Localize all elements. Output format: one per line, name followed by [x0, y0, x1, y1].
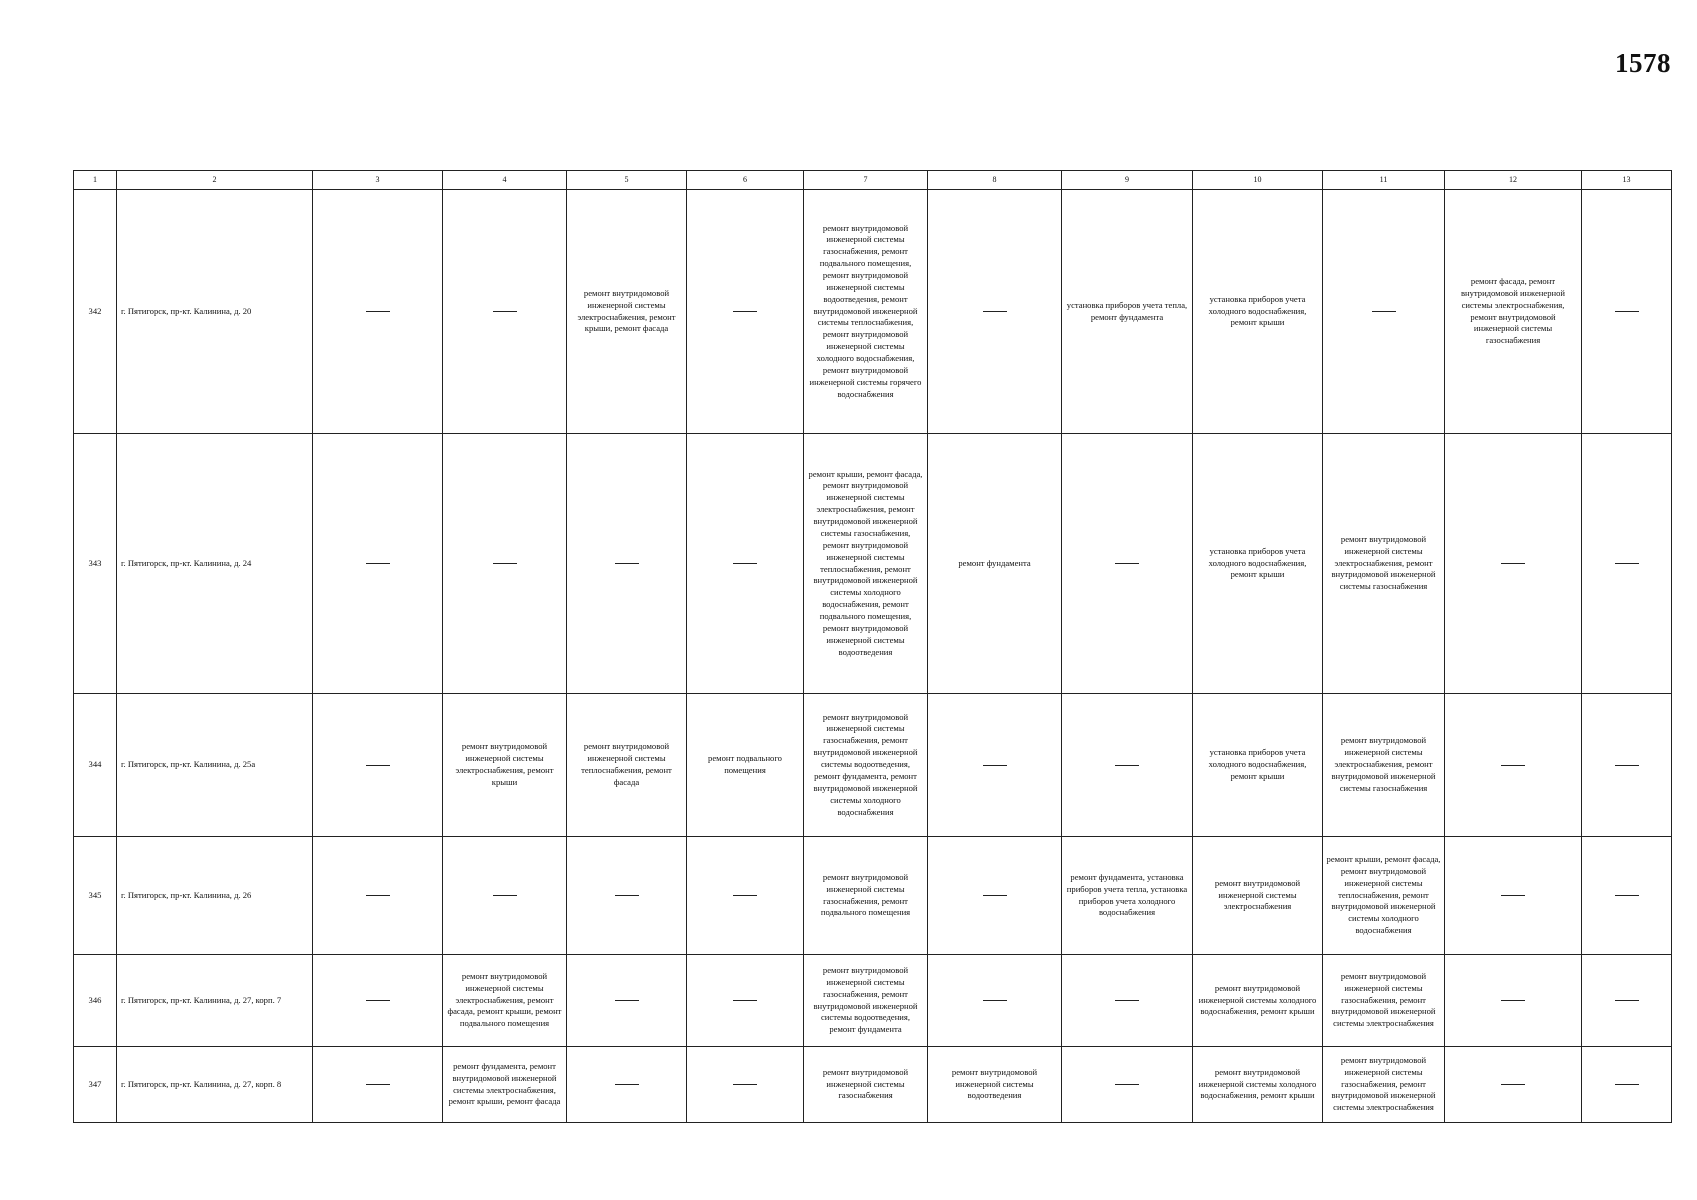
empty-cell	[1062, 1047, 1193, 1123]
dash-mark	[1501, 563, 1525, 564]
empty-cell	[313, 694, 443, 837]
empty-cell	[687, 434, 804, 694]
dash-mark	[1501, 765, 1525, 766]
empty-cell	[443, 190, 567, 434]
work-cell: установка приборов учета холодного водоснабжения, ремонт крыши	[1193, 190, 1323, 434]
row-number: 344	[74, 694, 117, 837]
row-number: 342	[74, 190, 117, 434]
work-cell: ремонт внутридомовой инженерной системы электроснабжения, ремонт внутридомовой инженерной системы газоснабжения	[1323, 694, 1445, 837]
dash-mark	[366, 311, 390, 312]
address-cell: г. Пятигорск, пр-кт. Калинина, д. 24	[117, 434, 313, 694]
header-row	[74, 171, 1672, 190]
dash-mark	[1501, 1084, 1525, 1085]
row-number: 343	[74, 434, 117, 694]
dash-mark	[983, 765, 1007, 766]
work-cell: ремонт крыши, ремонт фасада, ремонт внутридомовой инженерной системы электроснабжения, ремонт внутридомовой инженерной системы газоснабжения, ремонт внутридомовой инженерной системы теплоснабжения, ремонт внутридомовой инженерной системы холодного водоснабжения, ремонт подвального помещения, ремонт внутридомовой инженерной системы водоотведения	[804, 434, 928, 694]
row-number: 346	[74, 955, 117, 1047]
empty-cell	[443, 837, 567, 955]
work-cell: ремонт фасада, ремонт внутридомовой инженерной системы электроснабжения, ремонт внутридомовой инженерной системы газоснабжения	[1445, 190, 1582, 434]
empty-cell	[687, 837, 804, 955]
work-cell: ремонт внутридомовой инженерной системы газоснабжения, ремонт подвального помещения	[804, 837, 928, 955]
dash-mark	[983, 1000, 1007, 1001]
work-cell: ремонт внутридомовой инженерной системы электроснабжения	[1193, 837, 1323, 955]
address-cell: г. Пятигорск, пр-кт. Калинина, д. 27, корп. 7	[117, 955, 313, 1047]
column-header: 10	[1193, 171, 1323, 190]
empty-cell	[1582, 955, 1672, 1047]
empty-cell	[567, 434, 687, 694]
table-body	[74, 190, 1672, 1123]
empty-cell	[1445, 1047, 1582, 1123]
work-cell: ремонт внутридомовой инженерной системы газоснабжения, ремонт внутридомовой инженерной системы водоотведения, ремонт фундамента	[804, 955, 928, 1047]
row-number: 345	[74, 837, 117, 955]
table-row	[74, 694, 1672, 837]
column-header: 8	[928, 171, 1062, 190]
work-cell: ремонт внутридомовой инженерной системы газоснабжения, ремонт внутридомовой инженерной системы электроснабжения	[1323, 955, 1445, 1047]
column-header: 13	[1582, 171, 1672, 190]
dash-mark	[615, 895, 639, 896]
dash-mark	[1615, 895, 1639, 896]
work-cell: ремонт внутридомовой инженерной системы газоснабжения, ремонт подвального помещения, ремонт внутридомовой инженерной системы водоотведения, ремонт внутридомовой инженерной системы теплоснабжения, ремонт внутридомовой инженерной системы холодного водоснабжения, ремонт внутридомовой инженерной системы горячего водоснабжения	[804, 190, 928, 434]
work-cell: ремонт внутридомовой инженерной системы газоснабжения	[804, 1047, 928, 1123]
column-header: 6	[687, 171, 804, 190]
empty-cell	[1445, 434, 1582, 694]
empty-cell	[1582, 694, 1672, 837]
column-header: 4	[443, 171, 567, 190]
dash-mark	[983, 895, 1007, 896]
empty-cell	[928, 955, 1062, 1047]
dash-mark	[983, 311, 1007, 312]
empty-cell	[1445, 955, 1582, 1047]
page-number: 1578	[1615, 48, 1671, 78]
dash-mark	[1115, 765, 1139, 766]
work-cell: ремонт внутридомовой инженерной системы электроснабжения, ремонт фасада, ремонт крыши, ремонт подвального помещения	[443, 955, 567, 1047]
dash-mark	[366, 1084, 390, 1085]
work-cell: ремонт внутридомовой инженерной системы электроснабжения, ремонт внутридомовой инженерной системы газоснабжения	[1323, 434, 1445, 694]
dash-mark	[733, 895, 757, 896]
dash-mark	[1115, 1084, 1139, 1085]
empty-cell	[1445, 694, 1582, 837]
work-cell: ремонт внутридомовой инженерной системы холодного водоснабжения, ремонт крыши	[1193, 955, 1323, 1047]
empty-cell	[313, 434, 443, 694]
address-cell: г. Пятигорск, пр-кт. Калинина, д. 26	[117, 837, 313, 955]
dash-mark	[615, 1000, 639, 1001]
empty-cell	[1445, 837, 1582, 955]
work-cell: ремонт внутридомовой инженерной системы холодного водоснабжения, ремонт крыши	[1193, 1047, 1323, 1123]
column-header: 11	[1323, 171, 1445, 190]
column-header: 5	[567, 171, 687, 190]
work-cell: ремонт внутридомовой инженерной системы газоснабжения, ремонт внутридомовой инженерной системы электроснабжения	[1323, 1047, 1445, 1123]
column-header: 1	[74, 171, 117, 190]
work-cell: ремонт крыши, ремонт фасада, ремонт внутридомовой инженерной системы теплоснабжения, ремонт внутридомовой инженерной системы холодного водоснабжения	[1323, 837, 1445, 955]
work-cell: ремонт внутридомовой инженерной системы теплоснабжения, ремонт фасада	[567, 694, 687, 837]
address-cell: г. Пятигорск, пр-кт. Калинина, д. 20	[117, 190, 313, 434]
empty-cell	[443, 434, 567, 694]
dash-mark	[1115, 1000, 1139, 1001]
empty-cell	[928, 837, 1062, 955]
dash-mark	[1501, 895, 1525, 896]
empty-cell	[928, 694, 1062, 837]
dash-mark	[493, 563, 517, 564]
work-cell: ремонт внутридомовой инженерной системы газоснабжения, ремонт внутридомовой инженерной системы водоотведения, ремонт фундамента, ремонт внутридомовой инженерной системы холодного водоснабжения	[804, 694, 928, 837]
work-cell: установка приборов учета холодного водоснабжения, ремонт крыши	[1193, 694, 1323, 837]
work-cell: ремонт внутридомовой инженерной системы электроснабжения, ремонт крыши	[443, 694, 567, 837]
empty-cell	[1582, 434, 1672, 694]
empty-cell	[687, 955, 804, 1047]
dash-mark	[366, 1000, 390, 1001]
empty-cell	[1582, 190, 1672, 434]
dash-mark	[1615, 1000, 1639, 1001]
work-cell: установка приборов учета тепла, ремонт фундамента	[1062, 190, 1193, 434]
dash-mark	[615, 563, 639, 564]
row-number: 347	[74, 1047, 117, 1123]
dash-mark	[1501, 1000, 1525, 1001]
work-cell: ремонт внутридомовой инженерной системы электроснабжения, ремонт крыши, ремонт фасада	[567, 190, 687, 434]
empty-cell	[313, 955, 443, 1047]
dash-mark	[1615, 1084, 1639, 1085]
empty-cell	[1582, 837, 1672, 955]
dash-mark	[615, 1084, 639, 1085]
column-header: 3	[313, 171, 443, 190]
column-header: 7	[804, 171, 928, 190]
work-cell: ремонт фундамента, ремонт внутридомовой инженерной системы электроснабжения, ремонт крыши, ремонт фасада	[443, 1047, 567, 1123]
column-header: 9	[1062, 171, 1193, 190]
work-cell: ремонт фундамента, установка приборов учета тепла, установка приборов учета холодного водоснабжения	[1062, 837, 1193, 955]
empty-cell	[567, 837, 687, 955]
dash-mark	[1615, 311, 1639, 312]
work-cell: ремонт фундамента	[928, 434, 1062, 694]
dash-mark	[493, 311, 517, 312]
work-cell: установка приборов учета холодного водоснабжения, ремонт крыши	[1193, 434, 1323, 694]
dash-mark	[493, 895, 517, 896]
dash-mark	[1615, 563, 1639, 564]
empty-cell	[1323, 190, 1445, 434]
empty-cell	[567, 1047, 687, 1123]
table-row	[74, 190, 1672, 434]
empty-cell	[1062, 955, 1193, 1047]
dash-mark	[733, 311, 757, 312]
dash-mark	[366, 765, 390, 766]
dash-mark	[1115, 563, 1139, 564]
table-row	[74, 434, 1672, 694]
column-header: 2	[117, 171, 313, 190]
repair-schedule-table	[73, 170, 1672, 1123]
table-row	[74, 955, 1672, 1047]
dash-mark	[366, 895, 390, 896]
empty-cell	[313, 1047, 443, 1123]
work-cell: ремонт внутридомовой инженерной системы водоотведения	[928, 1047, 1062, 1123]
empty-cell	[1062, 434, 1193, 694]
table-row	[74, 1047, 1672, 1123]
dash-mark	[733, 563, 757, 564]
empty-cell	[1062, 694, 1193, 837]
empty-cell	[928, 190, 1062, 434]
empty-cell	[313, 190, 443, 434]
empty-cell	[687, 1047, 804, 1123]
address-cell: г. Пятигорск, пр-кт. Калинина, д. 27, корп. 8	[117, 1047, 313, 1123]
empty-cell	[687, 190, 804, 434]
empty-cell	[313, 837, 443, 955]
dash-mark	[1615, 765, 1639, 766]
work-cell: ремонт подвального помещения	[687, 694, 804, 837]
table-row	[74, 837, 1672, 955]
dash-mark	[733, 1084, 757, 1085]
dash-mark	[1372, 311, 1396, 312]
empty-cell	[1582, 1047, 1672, 1123]
column-header: 12	[1445, 171, 1582, 190]
address-cell: г. Пятигорск, пр-кт. Калинина, д. 25а	[117, 694, 313, 837]
dash-mark	[733, 1000, 757, 1001]
dash-mark	[366, 563, 390, 564]
empty-cell	[567, 955, 687, 1047]
